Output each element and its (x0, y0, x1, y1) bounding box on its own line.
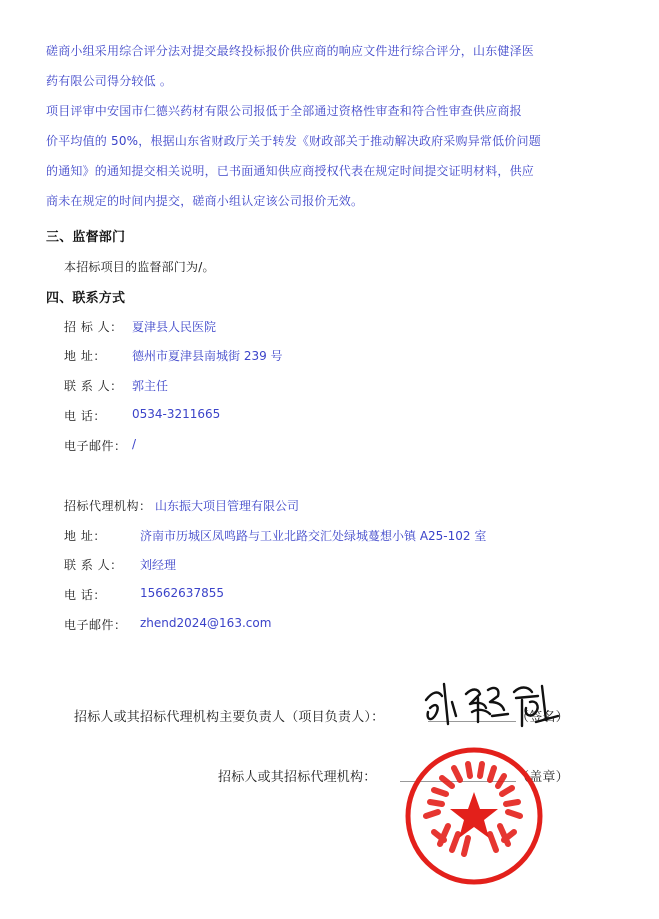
tenderer-contact: 郭主任 (132, 379, 169, 393)
tenderer-contact-label: 联 系 人： (64, 379, 123, 393)
eval-line-6: 商未在规定的时间内提交，磋商小组认定该公司报价无效。 (46, 194, 364, 208)
agency-name: 山东振大项目管理有限公司 (155, 499, 300, 513)
agency-email: zhend2024@163.com (140, 616, 272, 630)
tenderer-addr-label: 地 址： (64, 349, 106, 363)
agency-phone-label: 电 话： (64, 588, 106, 602)
eval-line-5: 的通知》的通知提交相关说明，已书面通知供应商授权代表在规定时间提交证明材料，供应 (46, 164, 535, 178)
eval-line-4: 价平均值的 50%，根据山东省财政厅关于转发《财政部关于推动解决政府采购异常低价问题 (46, 134, 541, 148)
tenderer-email: / (132, 437, 137, 451)
tenderer-name-label: 招 标 人： (64, 320, 123, 334)
agency-addr: 济南市历城区凤鸣路与工业北路交汇处绿城蔓想小镇 A25-102 室 (140, 529, 487, 543)
eval-line-2: 药有限公司得分较低 。 (46, 74, 173, 88)
section3-text: 本招标项目的监督部门为/。 (64, 260, 215, 274)
eval-line-3: 项目评审中安国市仁德兴药材有限公司报低于全部通过资格性审查和符合性审查供应商报 (46, 104, 522, 118)
star-icon (450, 792, 498, 838)
company-seal (404, 746, 544, 886)
tenderer-phone: 0534-3211665 (132, 407, 221, 421)
agency-contact-label: 联 系 人： (64, 558, 123, 572)
section4-heading: 四、联系方式 (46, 291, 126, 306)
tenderer-phone-label: 电 话： (64, 409, 106, 423)
agency-name-label: 招标代理机构： (64, 499, 152, 513)
section3-heading: 三、监督部门 (46, 230, 126, 245)
tenderer-addr: 德州市夏津县南城街 239 号 (132, 349, 283, 363)
agency-email-label: 电子邮件： (64, 618, 127, 632)
principal-suffix: （签名） (516, 710, 569, 725)
org-suffix: （盖章） (516, 770, 569, 785)
org-label: 招标人或其招标代理机构： (218, 770, 377, 785)
tenderer-name: 夏津县人民医院 (132, 320, 217, 334)
agency-contact: 刘经理 (140, 558, 177, 572)
agency-phone: 15662637855 (140, 586, 224, 600)
eval-line-1: 磋商小组采用综合评分法对提交最终投标报价供应商的响应文件进行综合评分，山东健泽医 (46, 44, 535, 58)
principal-label: 招标人或其招标代理机构主要负责人（项目负责人）： (74, 710, 385, 725)
handwritten-signature (418, 672, 568, 730)
tenderer-email-label: 电子邮件： (64, 439, 127, 453)
agency-addr-label: 地 址： (64, 529, 106, 543)
